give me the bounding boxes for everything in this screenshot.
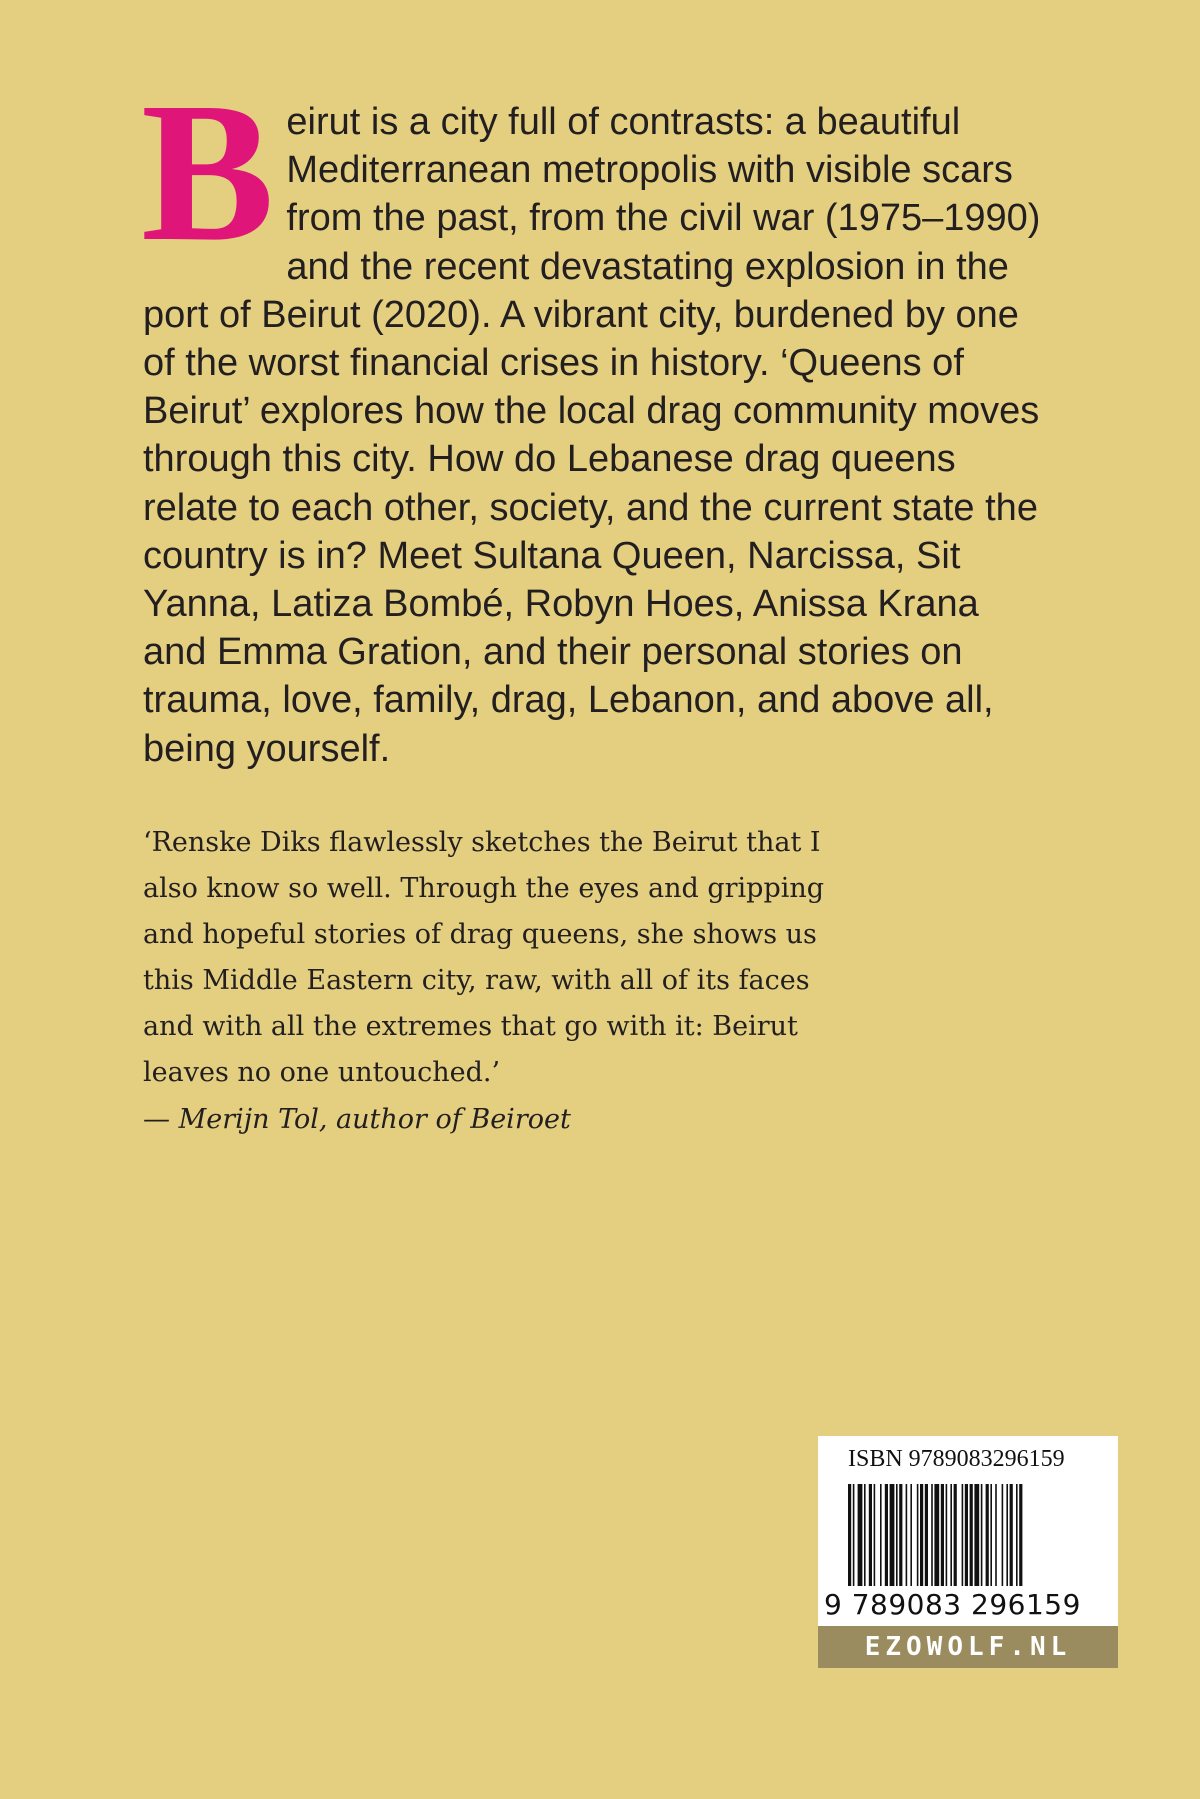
- barcode-bar: [1006, 1484, 1008, 1588]
- barcode-box: [818, 1436, 1118, 1626]
- barcode-bar: [965, 1484, 968, 1588]
- barcode-bar: [910, 1484, 912, 1588]
- barcode-bar: [941, 1484, 944, 1588]
- barcode-bar: [874, 1484, 876, 1588]
- barcode-bar: [986, 1484, 989, 1588]
- barcode-bar: [925, 1484, 928, 1588]
- quote-attribution: — Merijn Tol, author of Beiroet: [143, 1104, 571, 1135]
- barcode-bar: [990, 1484, 992, 1588]
- barcode-bar: [890, 1484, 895, 1588]
- drop-cap-letter: B: [141, 62, 275, 283]
- barcode-bar: [931, 1484, 933, 1588]
- barcode-bar: [1019, 1484, 1022, 1602]
- barcode-bar: [954, 1484, 957, 1588]
- barcode-bar: [880, 1484, 882, 1588]
- barcode-bar: [906, 1484, 908, 1588]
- barcode-bar: [981, 1484, 983, 1588]
- barcode-bar: [970, 1484, 973, 1588]
- barcode-bar: [864, 1484, 866, 1588]
- barcode-bar: [858, 1484, 863, 1588]
- barcode-bar: [946, 1484, 948, 1588]
- publisher-url: EZOWOLF.NL: [818, 1626, 1118, 1668]
- barcode-bar: [920, 1484, 923, 1588]
- barcode-bar: [1016, 1484, 1018, 1602]
- barcode-bar: [962, 1484, 964, 1588]
- barcode-bar: [885, 1484, 888, 1588]
- isbn-label: ISBN 9789083296159: [848, 1446, 1065, 1472]
- barcode-bar: [917, 1484, 919, 1588]
- barcode-bar: [1002, 1484, 1004, 1588]
- barcode-bar: [896, 1484, 898, 1588]
- barcode-digits: 9 789083 296159: [824, 1588, 1081, 1621]
- barcode-bar: [899, 1484, 902, 1588]
- review-quote: ‘Renske Diks flawlessly sketches the Beirut that I also know so well. Through the eyes and gripping and hopeful stories of drag queens, she shows us this Middle Eastern city, raw, with all of its faces and with all the extremes that go with it: Beirut leaves no one untouched.’: [143, 827, 825, 1088]
- barcode-bar: [853, 1484, 855, 1602]
- barcode-bar: [974, 1484, 979, 1588]
- blurb-paragraph: [141, 62, 1043, 773]
- barcode-bar: [848, 1484, 851, 1602]
- barcode-bar: [995, 1484, 997, 1588]
- barcode-bar: [934, 1484, 939, 1602]
- blurb-text: eirut is a city full of contrasts: a beautiful Mediterranean metropolis with visible scars from the past, from the civil war (1975–1990) and the recent devastating explosion in the port of Beirut (2020). A vibrant city, burdened by one of the worst financial crises in history. ‘Queens of Beirut’ explores how the local drag community moves through this city. How do Lebanese drag queens relate to each other, society, and the current state the country is in? Meet Sultana Queen, Narcissa, Sit Yanna, Latiza Bombé, Robyn Hoes, Anissa Krana and Emma Gration, and their personal stories on trauma, love, family, drag, Lebanon, and above all, being yourself.: [143, 101, 1041, 770]
- barcode-bar: [1010, 1484, 1013, 1588]
- barcode-bar: [950, 1484, 952, 1588]
- barcode-icon: [848, 1484, 1098, 1602]
- barcode-bar: [869, 1484, 872, 1588]
